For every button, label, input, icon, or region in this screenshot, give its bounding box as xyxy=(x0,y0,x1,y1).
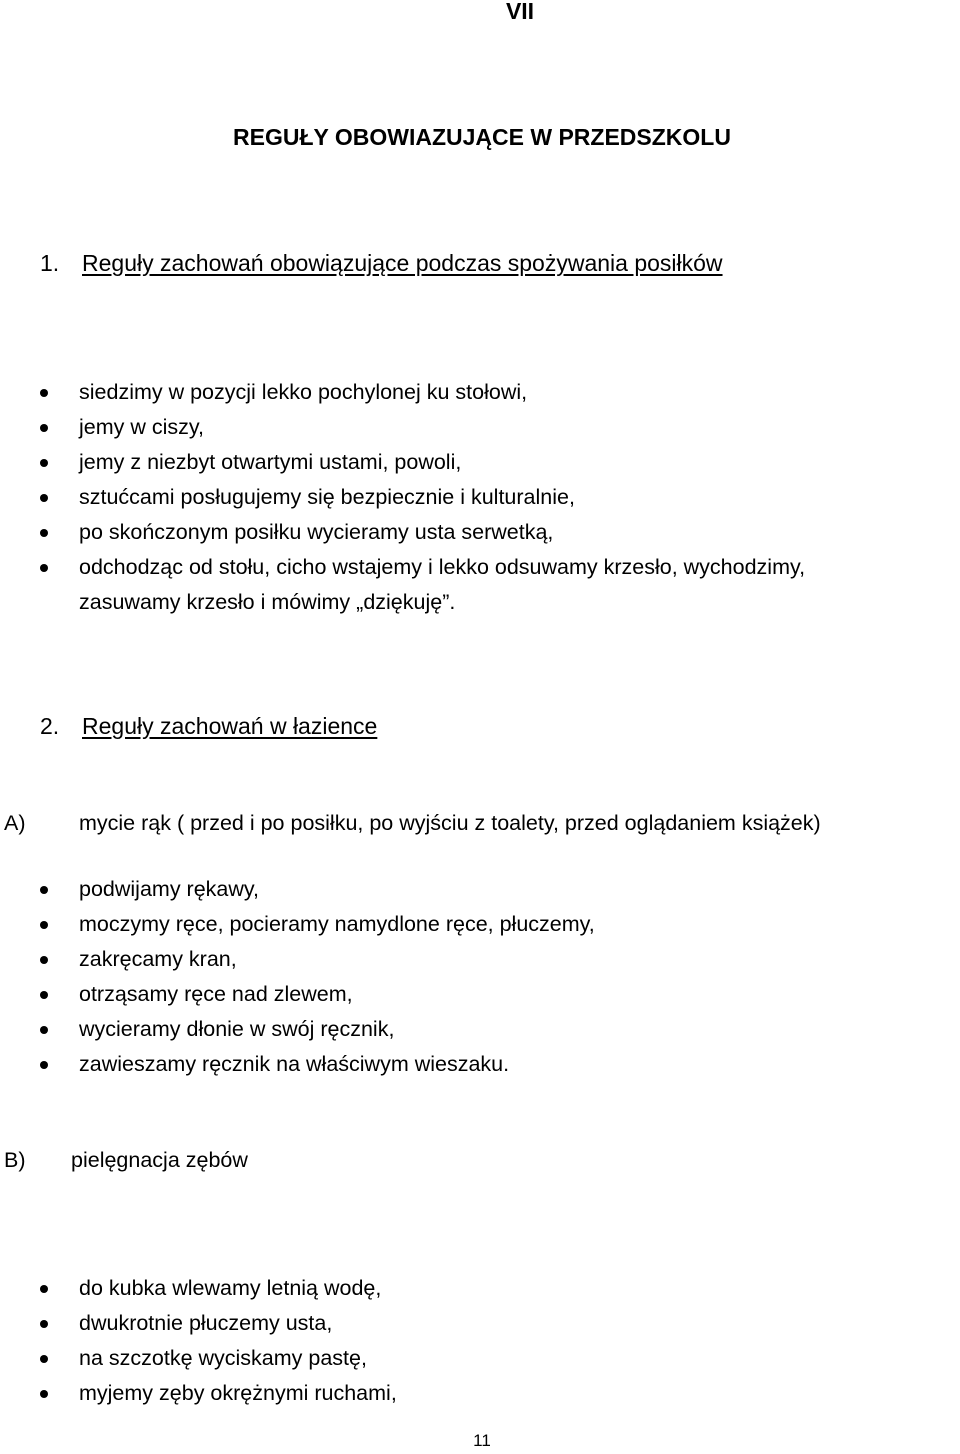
part-b-list xyxy=(0,1271,397,1411)
part-a-text: mycie rąk ( przed i po posiłku, po wyjściu z toalety, przed oglądaniem książek) xyxy=(79,811,821,835)
list-item: myjemy zęby okrężnymi ruchami, xyxy=(0,1376,397,1411)
section-1-title: Reguły zachowań obowiązujące podczas spożywania posiłków xyxy=(82,250,723,276)
bullet-icon xyxy=(40,886,48,894)
section-1-heading xyxy=(40,250,920,280)
bullet-icon xyxy=(40,389,48,397)
bullet-icon xyxy=(40,459,48,467)
list-item: jemy w ciszy, xyxy=(0,410,805,445)
part-a-list xyxy=(0,872,595,1082)
part-b-label: B) xyxy=(4,1148,26,1172)
bullet-icon xyxy=(40,1026,48,1034)
list-item: otrząsamy ręce nad zlewem, xyxy=(0,977,595,1012)
section-1-number: 1. xyxy=(40,250,60,276)
page-title: REGUŁY OBOWIAZUJĄCE W PRZEDSZKOLU xyxy=(233,124,731,150)
list-item: podwijamy rękawy, xyxy=(0,872,595,907)
bullet-icon xyxy=(40,991,48,999)
section-2-heading xyxy=(40,713,920,743)
section-1-list xyxy=(0,375,805,620)
page-number: 11 xyxy=(473,1431,491,1450)
section-2-title: Reguły zachowań w łazience xyxy=(82,713,378,739)
list-item: na szczotkę wyciskamy pastę, xyxy=(0,1341,397,1376)
list-item: zakręcamy kran, xyxy=(0,942,595,977)
section-2-number: 2. xyxy=(40,713,60,739)
list-item: moczymy ręce, pocieramy namydlone ręce, płuczemy, xyxy=(0,907,595,942)
bullet-icon xyxy=(40,956,48,964)
bullet-icon xyxy=(40,529,48,537)
bullet-icon xyxy=(40,1355,48,1363)
bullet-icon xyxy=(40,1061,48,1069)
bullet-icon xyxy=(40,1390,48,1398)
list-item: jemy z niezbyt otwartymi ustami, powoli, xyxy=(0,445,805,480)
list-item: do kubka wlewamy letnią wodę, xyxy=(0,1271,397,1306)
list-item: siedzimy w pozycji lekko pochylonej ku stołowi, xyxy=(0,375,805,410)
list-item: wycieramy dłonie w swój ręcznik, xyxy=(0,1012,595,1047)
list-item: po skończonym posiłku wycieramy usta serwetką, xyxy=(0,515,805,550)
bullet-icon xyxy=(40,921,48,929)
part-a-label: A) xyxy=(4,811,26,835)
bullet-icon xyxy=(40,424,48,432)
bullet-icon xyxy=(40,1285,48,1293)
part-b-text: pielęgnacja zębów xyxy=(71,1148,248,1172)
list-item: odchodząc od stołu, cicho wstajemy i lekko odsuwamy krzesło, wychodzimy, xyxy=(0,550,805,585)
list-item-continuation: zasuwamy krzesło i mówimy „dziękuję”. xyxy=(79,590,456,614)
list-item: sztućcami posługujemy się bezpiecznie i kulturalnie, xyxy=(0,480,805,515)
list-item: zawieszamy ręcznik na właściwym wieszaku. xyxy=(0,1047,595,1082)
bullet-icon xyxy=(40,1320,48,1328)
bullet-icon xyxy=(40,564,48,572)
list-item: dwukrotnie płuczemy usta, xyxy=(0,1306,397,1341)
bullet-icon xyxy=(40,494,48,502)
chapter-number: VII xyxy=(505,0,535,24)
